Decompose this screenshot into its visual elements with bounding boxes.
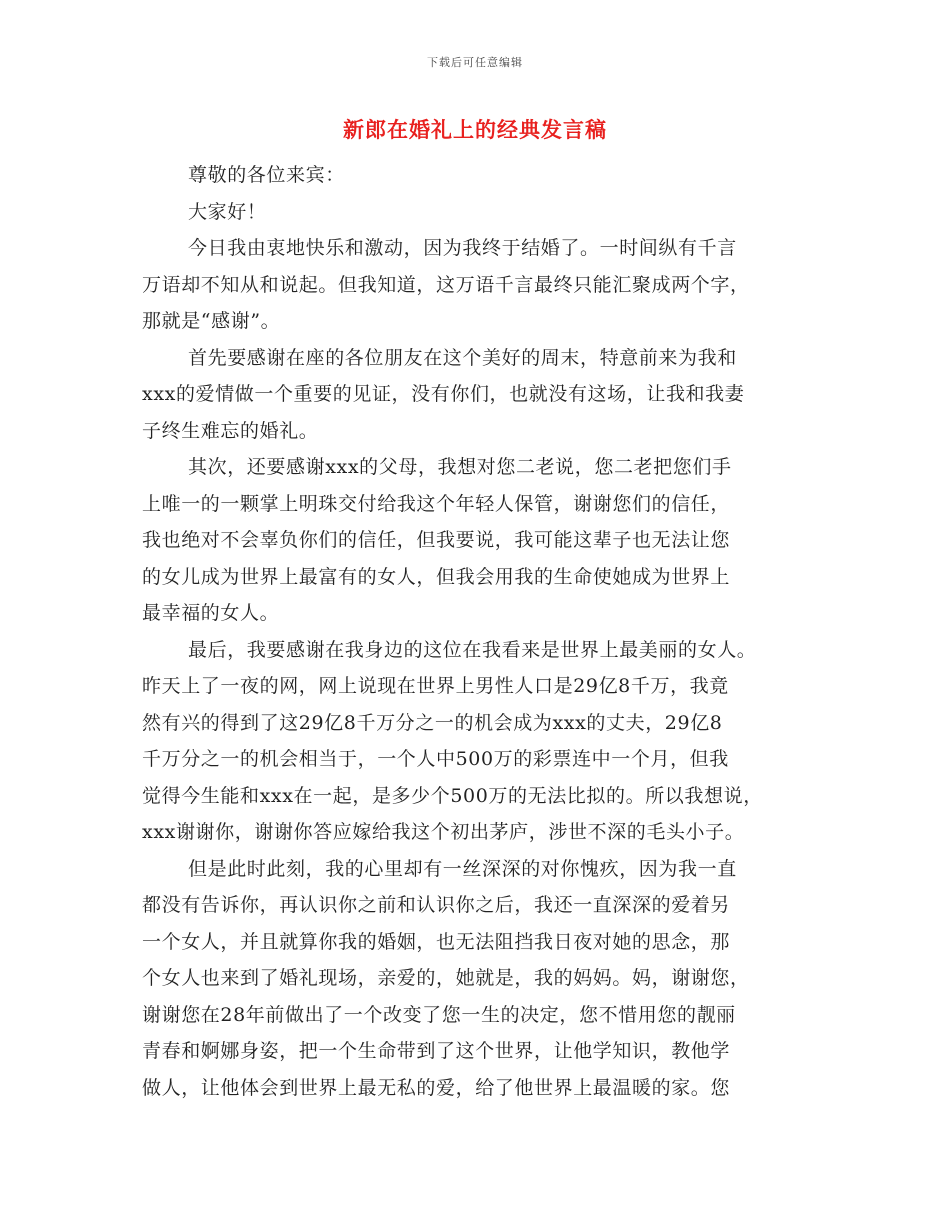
text-line: 做人，让他体会到世界上最无私的爱，给了他世界上最温暖的家。您 (142, 1076, 731, 1099)
text-line: 最幸福的女人。 (142, 602, 280, 624)
text-line: xxx谢谢你，谢谢你答应嫁给我这个初出茅庐，涉世不深的毛头小子。 (142, 821, 745, 843)
text-line: 今日我由衷地快乐和激动，因为我终于结婚了。一时间纵有千言 (188, 237, 737, 259)
text-line: 然有兴的得到了这29亿8千万分之一的机会成为xxx的丈夫，29亿8 (142, 711, 723, 734)
text-line: 但是此时此刻，我的心里却有一丝深深的对你愧疚，因为我一直 (188, 857, 737, 880)
text-line: 子终生难忘的婚礼。 (142, 419, 319, 442)
text-line: 大家好！ (188, 200, 267, 223)
text-line: 首先要感谢在座的各位朋友在这个美好的周末，特意前来为我和 (188, 346, 737, 369)
text-line: 其次，还要感谢xxx的父母，我想对您二老说，您二老把您们手 (188, 456, 732, 478)
text-line: 个女人也来到了婚礼现场，亲爱的，她就是，我的妈妈。妈，谢谢您， (142, 967, 750, 989)
text-line: 那就是“感谢”。 (142, 310, 281, 332)
text-line: 青春和婀娜身姿，把一个生命带到了这个世界，让他学知识，教他学 (142, 1040, 731, 1062)
text-line: 我也绝对不会辜负你们的信任，但我要说，我可能这辈子也无法让您 (142, 529, 731, 551)
text-line: 尊敬的各位来宾： (188, 164, 345, 186)
text-line: 最后，我要感谢在我身边的这位在我看来是世界上最美丽的女人。 (188, 638, 757, 661)
header-note: 下载后可任意编辑 (427, 56, 523, 69)
text-line: xxx的爱情做一个重要的见证，没有你们，也就没有这场，让我和我妻 (142, 383, 745, 405)
text-line: 万语却不知从和说起。但我知道，这万语千言最终只能汇聚成两个字， (142, 273, 750, 296)
document-body (142, 157, 824, 1106)
text-line: 一个女人，并且就算你我的婚姻，也无法阻挡我日夜对她的思念，那 (142, 930, 731, 953)
text-line: 昨天上了一夜的网，网上说现在世界上男性人口是29亿8千万，我竟 (142, 675, 729, 697)
document-title: 新郎在婚礼上的经典发言稿 (343, 117, 607, 142)
text-line: 谢谢您在28年前做出了一个改变了您一生的决定，您不惜用您的靓丽 (142, 1003, 736, 1026)
text-line: 千万分之一的机会相当于，一个人中500万的彩票连中一个月，但我 (142, 748, 729, 770)
text-line: 上唯一的一颗掌上明珠交付给我这个年轻人保管，谢谢您们的信任， (142, 492, 731, 515)
text-line: 觉得今生能和xxx在一起，是多少个500万的无法比拟的。所以我想说， (142, 784, 763, 807)
text-line: 的女儿成为世界上最富有的女人，但我会用我的生命使她成为世界上 (142, 565, 731, 588)
text-line: 都没有告诉你，再认识你之前和认识你之后，我还一直深深的爱着另 (142, 894, 731, 916)
